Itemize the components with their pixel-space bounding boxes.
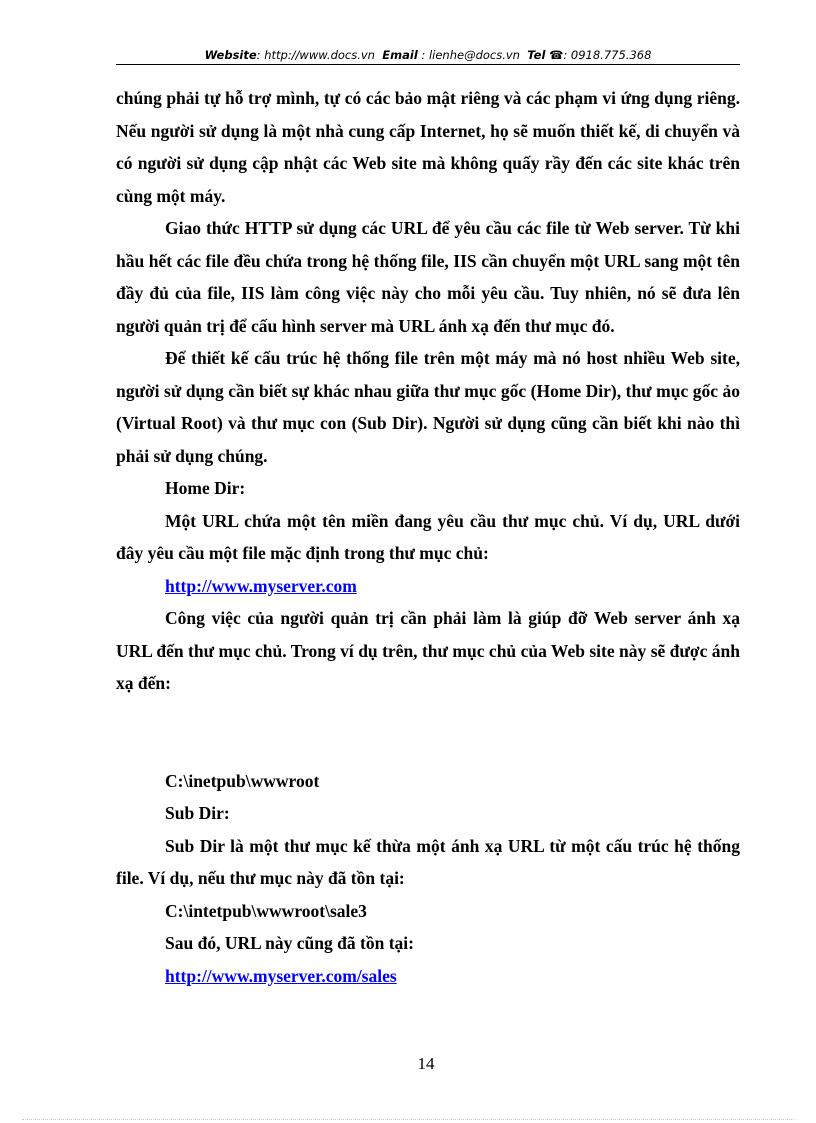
link-line [116,960,740,993]
path-line: C:\inetpub\wwwroot [165,770,320,791]
paragraph: Sau đó, URL này cũng đã tồn tại: [165,933,414,953]
paragraph: Sub Dir là một thư mục kế thừa một ánh xạ URL từ một cấu trúc hệ thống file. Ví dụ, nếu thư mục này đã tồn tại: [116,835,740,888]
paragraph: Để thiết kế cấu trúc hệ thống file trên một máy mà nó host nhiều Web site, người sử dụng cần biết sự khác nhau giữa thư mục gốc (Home Dir), thư mục gốc ảo (Virtual Root) và thư mục con (Sub Dir). Người sử dụng cũng cần biết khi nào thì phải sử dụng chúng. [116,348,740,466]
header-divider [116,64,740,65]
page-header [116,48,740,62]
email-label: Email [382,48,418,62]
home-dir-heading: Home Dir: [165,478,246,498]
tel-value: : 0918.775.368 [563,48,652,62]
email-value: : lienhe@docs.vn [421,48,520,62]
tel-label: Tel [527,48,546,62]
blank-space [116,700,740,765]
paragraph: Công việc của người quản trị cần phải làm là giúp đỡ Web server ánh xạ URL đến thư mục chủ. Trong ví dụ trên, thư mục chủ của Web site này sẽ được ánh xạ đến: [116,608,740,693]
phone-icon: ☎ [549,48,564,62]
myserver-link[interactable]: http://www.myserver.com [165,575,357,596]
sub-dir-heading: Sub Dir: [165,803,230,823]
page-bottom-border [22,1119,794,1120]
document-body [116,82,740,992]
myserver-sales-link[interactable]: http://www.myserver.com/sales [165,965,397,986]
paragraph: chúng phải tự hỗ trợ mình, tự có các bảo mật riêng và các phạm vi ứng dụng riêng. Nếu người sử dụng là một nhà cung cấp Internet, họ sẽ muốn thiết kế, di chuyển và có người sử dụng cập nhật các Web site mà không quấy rầy đến các site khác trên cùng một máy. [116,88,740,206]
website-label: Website [204,48,257,62]
website-value: : http://www.docs.vn [256,48,375,62]
page-number: 14 [417,1054,435,1073]
paragraph: Giao thức HTTP sử dụng các URL để yêu cầu các file từ Web server. Từ khi hầu hết các file đều chứa trong hệ thống file, IIS cần chuyển một URL sang một tên đầy đủ của file, IIS làm công việc này cho mỗi yêu cầu. Tuy nhiên, nó sẽ đưa lên người quản trị để cấu hình server mà URL ánh xạ đến thư mục đó. [116,218,740,336]
link-line [116,570,740,603]
path-line: C:\intetpub\wwwroot\sale3 [165,900,367,921]
paragraph: Một URL chứa một tên miền đang yêu cầu thư mục chủ. Ví dụ, URL dưới đây yêu cầu một file mặc định trong thư mục chủ: [116,510,740,563]
